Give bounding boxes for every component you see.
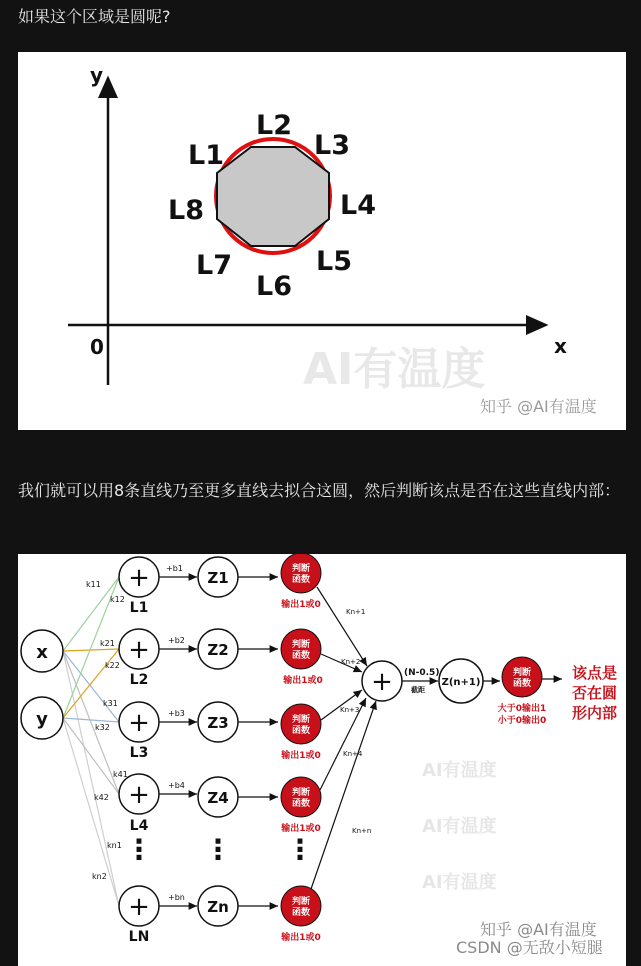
final-judge-line2: 函数: [512, 679, 532, 689]
weight-k41: k41: [113, 770, 128, 779]
ellipsis-z: ⋮: [204, 833, 232, 866]
x-axis-label: x: [554, 334, 567, 358]
edge-x-l4: [63, 651, 119, 794]
edge-label-l6: L6: [256, 271, 292, 302]
y-axis-label: y: [90, 63, 104, 87]
intercept-label: 截距: [411, 686, 425, 694]
judge-n-output: 输出1或0: [281, 933, 321, 943]
judge-3-output: 输出1或0: [281, 751, 321, 761]
judge-4-line1: 判断: [291, 788, 311, 798]
watermark-1: AI有温度: [422, 760, 497, 781]
bias-bn: +bn: [168, 893, 185, 902]
bias-b4: +b4: [168, 781, 185, 790]
question-text: 如果这个区域是圆呢?: [18, 7, 171, 26]
ellipsis-judge: ⋮: [286, 833, 314, 866]
weight-kn4: Kn+4: [343, 750, 363, 758]
z-final-label: Z(n+1): [441, 677, 481, 688]
input-label-y: y: [36, 709, 48, 730]
bias-b3: +b3: [168, 709, 185, 718]
node-label-l1: L1: [129, 600, 149, 616]
weight-knn: Kn+n: [352, 827, 372, 835]
z-label-2: Z2: [207, 641, 229, 659]
result-line1: 该点是: [572, 664, 618, 682]
sum-sign-l1: +: [128, 563, 150, 593]
judge-2-output: 输出1或0: [283, 676, 323, 686]
node-label-ln: LN: [128, 929, 150, 945]
judge-1-line2: 函数: [291, 575, 311, 585]
sum-sign-l3: +: [128, 708, 150, 738]
watermark-3: AI有温度: [422, 872, 497, 893]
weight-k12: k12: [110, 595, 125, 604]
judge-1-line1: 判断: [291, 564, 311, 574]
watermark-big: AI有温度: [303, 344, 486, 395]
weight-kn3: Kn+3: [340, 706, 360, 714]
judge-n-line1: 判断: [291, 897, 311, 907]
origin-label: 0: [90, 335, 104, 359]
weight-k31: k31: [103, 699, 118, 708]
weight-k22: k22: [105, 661, 120, 670]
z-label-1: Z1: [207, 569, 229, 587]
node-label-l2: L2: [129, 672, 149, 688]
weight-k42: k42: [94, 793, 109, 802]
final-output-1: 大于0输出1: [497, 704, 547, 714]
watermark-small: 知乎 @AI有温度: [480, 397, 597, 416]
intercept-value: (N-0.5): [404, 668, 440, 678]
edge-label-l4: L4: [340, 190, 376, 221]
edge-label-l1: L1: [188, 140, 224, 171]
ellipsis-sum: ⋮: [125, 833, 153, 866]
weight-kn1: kn1: [107, 841, 122, 850]
final-sum-sign: +: [371, 667, 393, 697]
final-judge-line1: 判断: [512, 668, 532, 678]
weight-k32: k32: [95, 723, 110, 732]
judge-2-line2: 函数: [291, 651, 311, 661]
weight-kn1: Kn+1: [346, 608, 366, 616]
bias-b2: +b2: [168, 636, 185, 645]
judge-3-line2: 函数: [291, 726, 311, 736]
arrow-judge1-final: [317, 587, 367, 666]
node-label-l3: L3: [129, 745, 149, 761]
octagon-polygon: [217, 147, 329, 246]
sum-sign-l4: +: [128, 780, 150, 810]
result-line3: 形内部: [572, 704, 618, 722]
weight-k11: k11: [86, 580, 101, 589]
arrow-judge3-final: [321, 690, 362, 720]
circle-fit-svg: [18, 52, 626, 430]
node-label-l4: L4: [129, 818, 149, 834]
network-svg: [18, 554, 626, 966]
edge-y-l4: [63, 718, 119, 794]
z-label-n: Zn: [207, 898, 229, 916]
network-figure: [18, 554, 626, 966]
footer-zhihu: 知乎 @AI有温度: [480, 920, 597, 939]
judge-2-line1: 判断: [291, 640, 311, 650]
edge-label-l8: L8: [168, 195, 204, 226]
judge-4-output: 输出1或0: [281, 824, 321, 834]
sum-sign-ln: +: [128, 892, 150, 922]
input-label-x: x: [36, 642, 48, 663]
edge-label-l3: L3: [314, 130, 350, 161]
edge-x-l2: [63, 649, 119, 651]
judge-n-line2: 函数: [291, 908, 311, 918]
judge-4-line2: 函数: [291, 799, 311, 809]
circle-fit-figure: [18, 52, 626, 430]
edge-label-l7: L7: [196, 250, 232, 281]
edge-y-ln: [63, 718, 119, 906]
z-label-3: Z3: [207, 714, 229, 732]
body-text: 我们就可以用8条直线乃至更多直线去拟合这圆，然后判断该点是否在这些直线内部：: [18, 481, 621, 500]
weight-kn2: Kn+2: [341, 658, 361, 666]
sum-sign-l2: +: [128, 635, 150, 665]
weight-k21: k21: [100, 639, 115, 648]
footer-csdn: CSDN @无敌小短腿: [456, 938, 603, 957]
weight-kn2: kn2: [92, 872, 107, 881]
edge-label-l2: L2: [256, 110, 292, 141]
bias-b1: +b1: [166, 564, 183, 573]
result-line2: 否在圆: [572, 684, 618, 702]
watermark-2: AI有温度: [422, 816, 497, 837]
z-label-4: Z4: [207, 789, 229, 807]
edge-x-ln: [63, 651, 119, 906]
edge-label-l5: L5: [316, 246, 352, 277]
final-output-0: 小于0输出0: [497, 716, 547, 726]
judge-1-output: 输出1或0: [281, 600, 321, 610]
judge-3-line1: 判断: [291, 715, 311, 725]
